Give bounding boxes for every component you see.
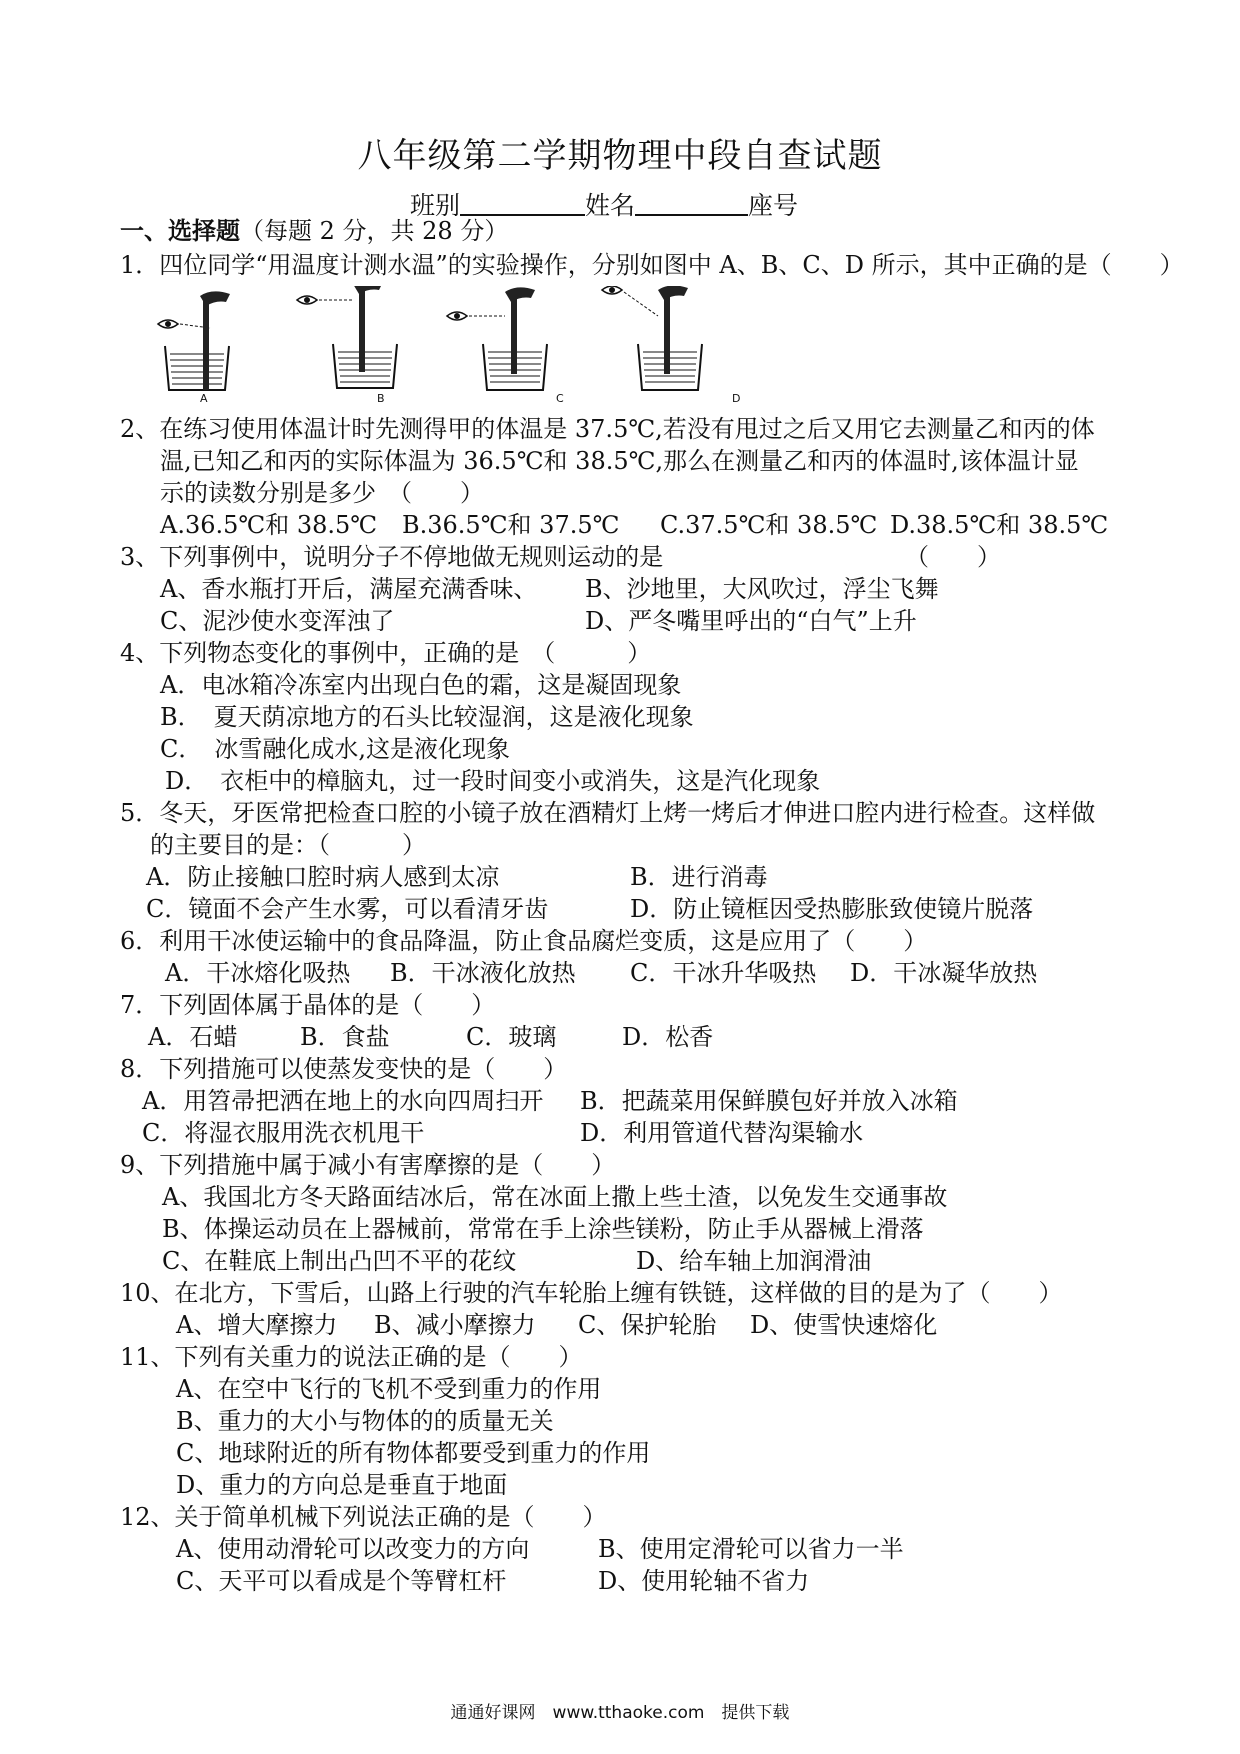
name-label: 姓名	[585, 191, 636, 220]
question-3-stem: 3、下列事例中，说明分子不停地做无规则运动的是	[120, 543, 664, 571]
question-7-stem: 7．下列固体属于晶体的是（ ）	[120, 991, 496, 1019]
question-1-stem: 1．四位同学“用温度计测水温”的实验操作，分别如图中 A、B、C、D 所示，其中正确的是（ ）	[120, 251, 1184, 279]
question-11-option-d: D、重力的方向总是垂直于地面	[176, 1471, 508, 1499]
figure-b	[297, 286, 397, 388]
question-8-option-a: A．用笤帚把洒在地上的水向四周扫开	[142, 1087, 544, 1115]
figure-label-c: C	[556, 392, 564, 405]
question-6-option-d: D．干冰凝华放热	[850, 959, 1038, 987]
question-12-stem: 12、关于简单机械下列说法正确的是（ ）	[120, 1503, 607, 1531]
question-8-option-d: D．利用管道代替沟渠输水	[580, 1119, 864, 1147]
question-2-line-1: 2、在练习使用体温计时先测得甲的体温是 37.5℃,若没有甩过之后又用它去测量乙和丙的体	[120, 415, 1095, 443]
question-8-option-c: C．将湿衣服用洗衣机甩干	[142, 1119, 425, 1147]
figure-label-a: A	[200, 392, 208, 405]
question-7-option-c: C．玻璃	[466, 1023, 557, 1051]
section-note: （每题 2 分，共 28 分）	[240, 217, 509, 245]
question-2-option-d: D.38.5℃和 38.5℃	[890, 511, 1109, 539]
question-5-option-d: D．防止镜框因受热膨胀致使镜片脱落	[630, 895, 1034, 923]
question-4-option-a: A．电冰箱冷冻室内出现白色的霜，这是凝固现象	[160, 671, 682, 699]
question-3-option-b: B、沙地里，大风吹过，浮尘飞舞	[585, 575, 939, 603]
question-11-stem: 11、下列有关重力的说法正确的是（ ）	[120, 1343, 583, 1371]
question-9-option-b: B、体操运动员在上器械前，常常在手上涂些镁粉，防止手从器械上滑落	[162, 1215, 924, 1243]
question-10-stem: 10、在北方，下雪后，山路上行驶的汽车轮胎上缠有铁链，这样做的目的是为了（ ）	[120, 1279, 1063, 1307]
question-8-stem: 8．下列措施可以使蒸发变快的是（ ）	[120, 1055, 568, 1083]
question-2-option-b: B.36.5℃和 37.5℃	[402, 511, 620, 539]
question-2-line-3: 示的读数分别是多少 （ ）	[160, 479, 484, 507]
name-blank[interactable]	[635, 188, 748, 216]
figure-label-d: D	[732, 392, 741, 405]
seat-label: 座号	[748, 191, 799, 220]
question-12-option-b: B、使用定滑轮可以省力一半	[598, 1535, 904, 1563]
question-2-option-c: C.37.5℃和 38.5℃	[660, 511, 878, 539]
figure-label-b: B	[377, 392, 385, 405]
class-blank[interactable]	[460, 188, 585, 216]
question-11-option-a: A、在空中飞行的飞机不受到重力的作用	[176, 1375, 602, 1403]
question-5-line-2: 的主要目的是：（ ）	[150, 831, 426, 859]
question-2-line-2: 温,已知乙和丙的实际体温为 36.5℃和 38.5℃,那么在测量乙和丙的体温时,该体温计显	[160, 447, 1079, 475]
question-3-option-c: C、泥沙使水变浑浊了	[160, 607, 395, 635]
question-3-paren: （ ）	[905, 543, 1001, 571]
question-6-option-a: A．干冰熔化吸热	[165, 959, 351, 987]
question-5-line-1: 5．冬天，牙医常把检查口腔的小镜子放在酒精灯上烤一烤后才伸进口腔内进行检查。这样做	[120, 799, 1096, 827]
class-label: 班别	[410, 191, 461, 220]
question-9-option-c: C、在鞋底上制出凸凹不平的花纹	[162, 1247, 517, 1275]
question-2-option-a: A.36.5℃和 38.5℃	[160, 511, 378, 539]
question-10-option-b: B、减小摩擦力	[374, 1311, 536, 1339]
question-6-stem: 6．利用干冰使运输中的食品降温，防止食品腐烂变质，这是应用了（ ）	[120, 927, 928, 955]
question-12-option-c: C、天平可以看成是个等臂杠杆	[176, 1567, 507, 1595]
question-3-option-d: D、严冬嘴里呼出的“白气”上升	[585, 607, 917, 635]
question-9-option-a: A、我国北方冬天路面结冰后，常在冰面上撒上些土渣，以免发生交通事故	[162, 1183, 948, 1211]
question-9-stem: 9、下列措施中属于减小有害摩擦的是（ ）	[120, 1151, 616, 1179]
page-title: 八年级第二学期物理中段自查试题	[357, 136, 883, 176]
question-6-option-c: C．干冰升华吸热	[630, 959, 817, 987]
question-5-option-a: A．防止接触口腔时病人感到太凉	[146, 863, 500, 891]
question-7-option-d: D．松香	[622, 1023, 714, 1051]
figure-d	[602, 286, 702, 390]
question-10-option-a: A、增大摩擦力	[176, 1311, 338, 1339]
section-heading	[120, 216, 508, 246]
question-7-option-b: B．食盐	[300, 1023, 390, 1051]
figure-a	[158, 291, 230, 390]
question-3-option-a: A、香水瓶打开后，满屋充满香味、	[160, 575, 538, 603]
question-5-option-b: B．进行消毒	[630, 863, 768, 891]
question-10-option-c: C、保护轮胎	[578, 1311, 717, 1339]
question-6-option-b: B．干冰液化放热	[390, 959, 576, 987]
figure-c	[447, 287, 547, 390]
question-11-option-b: B、重力的大小与物体的的质量无关	[176, 1407, 554, 1435]
question-8-option-b: B．把蔬菜用保鲜膜包好并放入冰箱	[580, 1087, 958, 1115]
question-11-option-c: C、地球附近的所有物体都要受到重力的作用	[176, 1439, 651, 1467]
question-9-option-d: D、给车轴上加润滑油	[636, 1247, 872, 1275]
question-4-option-b: B． 夏天荫凉地方的石头比较湿润，这是液化现象	[160, 703, 694, 731]
thermometer-figure	[140, 286, 800, 406]
footer-source: 通通好课网 www.tthaoke.com 提供下载	[450, 1703, 790, 1723]
question-7-option-a: A．石蜡	[148, 1023, 238, 1051]
question-5-option-c: C．镜面不会产生水雾，可以看清牙齿	[146, 895, 549, 923]
question-10-option-d: D、使雪快速熔化	[750, 1311, 938, 1339]
question-4-option-c: C． 冰雪融化成水,这是液化现象	[160, 735, 510, 763]
question-4-option-d: D． 衣柜中的樟脑丸，过一段时间变小或消失，这是汽化现象	[165, 767, 821, 795]
question-12-option-a: A、使用动滑轮可以改变力的方向	[176, 1535, 530, 1563]
question-4-stem: 4、下列物态变化的事例中，正确的是 （ ）	[120, 639, 652, 667]
question-12-option-d: D、使用轮轴不省力	[598, 1567, 810, 1595]
section-title: 一、选择题	[120, 216, 240, 245]
